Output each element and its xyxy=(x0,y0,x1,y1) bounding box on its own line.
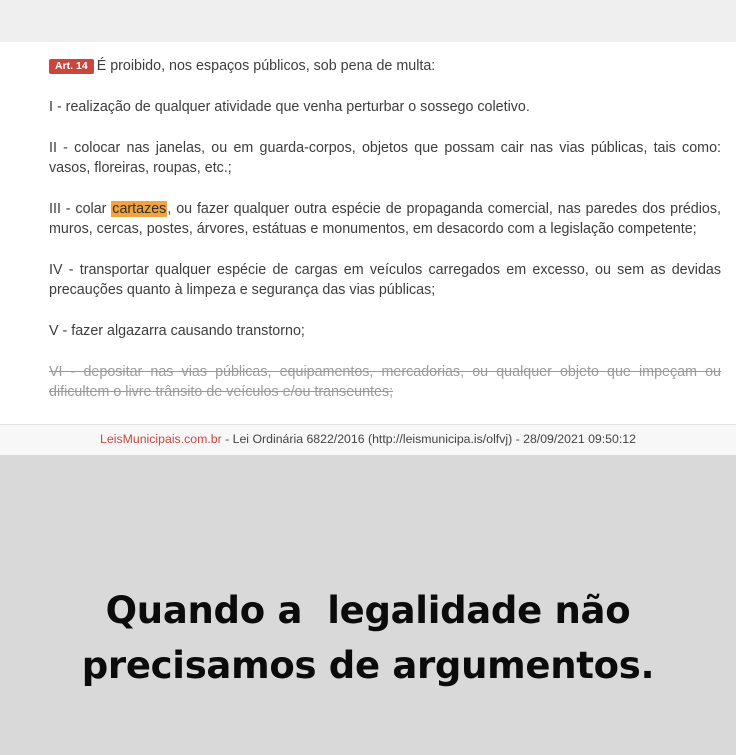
caption-line-2: precisamos de argumentos. xyxy=(81,644,655,687)
article-badge: Art. 14 xyxy=(49,59,94,74)
document-page xyxy=(0,42,736,424)
article-intro: É proibido, nos espaços públicos, sob pena de multa: xyxy=(96,58,436,74)
footer-site-link[interactable]: LeisMunicipais.com.br xyxy=(100,432,222,446)
footer-citation xyxy=(0,432,736,446)
footer-reference: - Lei Ordinária 6822/2016 (http://leismunicipa.is/olfvj) - 28/09/2021 09:50:12 xyxy=(221,432,636,446)
document-footer xyxy=(0,424,736,455)
clause-vi-revoked: VI - depositar nas vias públicas, equipamentos, mercadorias, ou qualquer objeto que impeçam ou dificultem o livre trânsito de veículos e/ou transeuntes; xyxy=(49,364,721,400)
clause-iii-start: III - colar xyxy=(49,201,112,217)
caption-text xyxy=(0,583,736,693)
clause-iii-end: , ou fazer qualquer outra espécie de propaganda comercial, nas paredes dos prédios, muros, cercas, postes, árvores, estátuas e monumentos, em desacordo com a legislação competente; xyxy=(49,201,721,237)
article-heading xyxy=(49,56,721,76)
caption-line-1: Quando a legalidade não xyxy=(105,589,631,632)
clause-ii: II - colocar nas janelas, ou em guarda-corpos, objetos que possam cair nas vias públicas, tais como: vasos, floreiras, roupas, etc.; xyxy=(49,140,721,176)
clause-iii xyxy=(49,199,721,239)
highlighted-term: cartazes xyxy=(112,201,167,217)
document-body xyxy=(49,56,721,402)
top-strip xyxy=(0,0,736,42)
clause-iv: IV - transportar qualquer espécie de cargas em veículos carregados em excesso, ou sem as devidas precauções quanto à limpeza e segurança das vias públicas; xyxy=(49,262,721,298)
clause-i: I - realização de qualquer atividade que venha perturbar o sossego coletivo. xyxy=(49,99,530,115)
clause-v: V - fazer algazarra causando transtorno; xyxy=(49,323,305,339)
